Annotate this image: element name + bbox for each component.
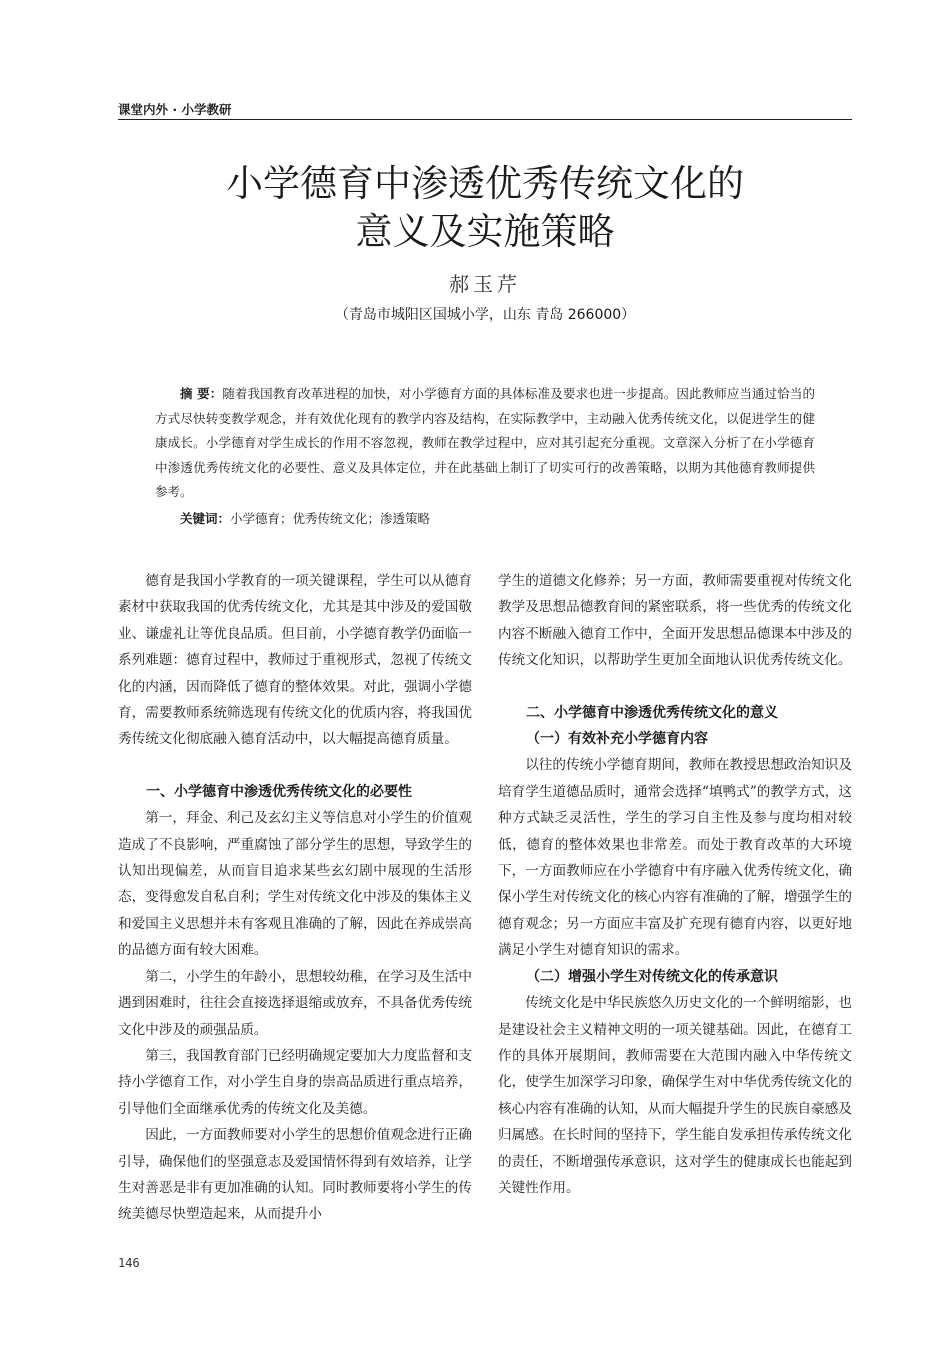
section-1-paragraph-4: 因此，一方面教师要对小学生的思想价值观念进行正确引导，确保他们的坚强意志及爱国情怀得到有效培养，让学生对善恶是非有更加准确的认知。同时教师要将小学生的传统美德尽快塑造起来，从而提升小 [118, 1127, 472, 1223]
section-2-heading: 二、小学德育中渗透优秀传统文化的意义 [526, 704, 778, 721]
title-line-1: 小学德育中渗透优秀传统文化的 [226, 162, 744, 205]
section-1-paragraph-2: 第二，小学生的年龄小，思想较幼稚，在学习及生活中遇到困难时，往往会直接选择退缩或放弃，不具备优秀传统文化中涉及的顽强品质。 [118, 968, 472, 1038]
author-name: 郝玉芹 [449, 272, 521, 296]
section-spacer [118, 753, 472, 779]
body-column-right [498, 568, 852, 1201]
subsection-2-2-paragraph: 传统文化是中华民族悠久历史文化的一个鲜明缩影，也是建设社会主义精神文明的一项关键基础。因此，在德育工作的具体开展期间，教师需要在大范围内融入中华传统文化，使学生加深学习印象，确保学生对中华优秀传统文化的核心内容有准确的认知，从而大幅提升学生的民族自豪感及归属感。在长时间的坚持下，学生能自发承担传承传统文化的责任，不断增强传承意识，这对学生的健康成长也能起到关键性作用。 [498, 995, 852, 1196]
journal-section-label: 课堂内外 · 小学教研 [118, 102, 232, 117]
abstract-text: 随着我国教育改革进程的加快，对小学德育方面的具体标准及要求也进一步提高。因此教师应当通过恰当的方式尽快转变教学观念，并有效优化现有的教学内容及结构，在实际教学中，主动融入优秀传统文化，以促进学生的健康成长。小学德育对学生成长的作用不容忽视，教师在教学过程中，应对其引起充分重视。文章深入分析了在小学德育中渗透优秀传统文化的必要性、意义及具体定位，并在此基础上制订了切实可行的改善策略，以期为其他德育教师提供参考。 [155, 386, 815, 500]
body-column-left [118, 568, 472, 1228]
keywords-line [155, 507, 815, 532]
subsection-2-1-heading: （一）有效补充小学德育内容 [526, 731, 708, 748]
section-1-paragraph-3: 第三，我国教育部门已经明确规定要加大力度监督和支持小学德育工作，对小学生自身的崇高品质进行重点培养，引导他们全面继承优秀的传统文化及美德。 [118, 1047, 472, 1117]
intro-paragraph: 德育是我国小学教育的一项关键课程，学生可以从德育素材中获取我国的优秀传统文化，尤其是其中涉及的爱国敬业、谦虚礼让等优良品质。但目前，小学德育教学仍面临一系列难题：德育过程中，教师过于重视形式，忽视了传统文化的内涵，因而降低了德育的整体效果。对此，强调小学德育，需要教师系统筛选现有传统文化的优质内容，将我国优秀传统文化彻底融入德育活动中，以大幅提高德育质量。 [118, 573, 472, 748]
author-affiliation: （青岛市城阳区国城小学，山东 青岛 266000） [334, 307, 636, 323]
section-spacer [498, 674, 852, 700]
header-divider [118, 119, 852, 120]
abstract-label: 摘 要： [180, 386, 223, 401]
section-1-heading: 一、小学德育中渗透优秀传统文化的必要性 [146, 783, 412, 800]
keywords-label: 关键词： [180, 510, 231, 526]
subsection-2-1-paragraph: 以往的传统小学德育期间，教师在教授思想政治知识及培育学生道德品质时，通常会选择“填鸭式”的教学方式，这种方式缺乏灵活性，学生的学习自主性及参与度均相对较低，德育的整体效果也非常差。而处于教育改革的大环境下，一方面教师应在小学德育中有序融入优秀传统文化，确保小学生对传统文化的核心内容有准确的了解，增强学生的德育观念；另一方面应丰富及扩充现有德育内容，以更好地满足小学生对德育知识的需求。 [498, 757, 852, 959]
article-title [118, 160, 852, 256]
title-line-2: 意义及实施策略 [355, 210, 615, 253]
keywords-text: 小学德育；优秀传统文化；渗透策略 [230, 510, 431, 526]
section-1-paragraph-1: 第一，拜金、利己及玄幻主义等信息对小学生的价值观造成了不良影响，严重腐蚀了部分学生的思想，导致学生的认知出现偏差，从而盲目追求某些玄幻剧中展现的生活形态，变得愈发自私自利；学生对传统文化中涉及的集体主义和爱国主义思想并未有客观且准确的了解，因此在养成崇高的品德方面有较大困难。 [118, 810, 472, 959]
page-number: 146 [118, 1256, 140, 1270]
section-1-paragraph-4-continued: 学生的道德文化修养；另一方面，教师需要重视对传统文化教学及思想品德教育间的紧密联系，将一些优秀的传统文化内容不断融入德育工作中，全面开发思想品德课本中涉及的传统文化知识，以帮助学生更加全面地认识优秀传统文化。 [498, 573, 852, 669]
abstract-block [155, 382, 815, 532]
abstract-paragraph [155, 382, 815, 505]
subsection-2-2-heading: （二）增强小学生对传统文化的传承意识 [526, 968, 778, 985]
